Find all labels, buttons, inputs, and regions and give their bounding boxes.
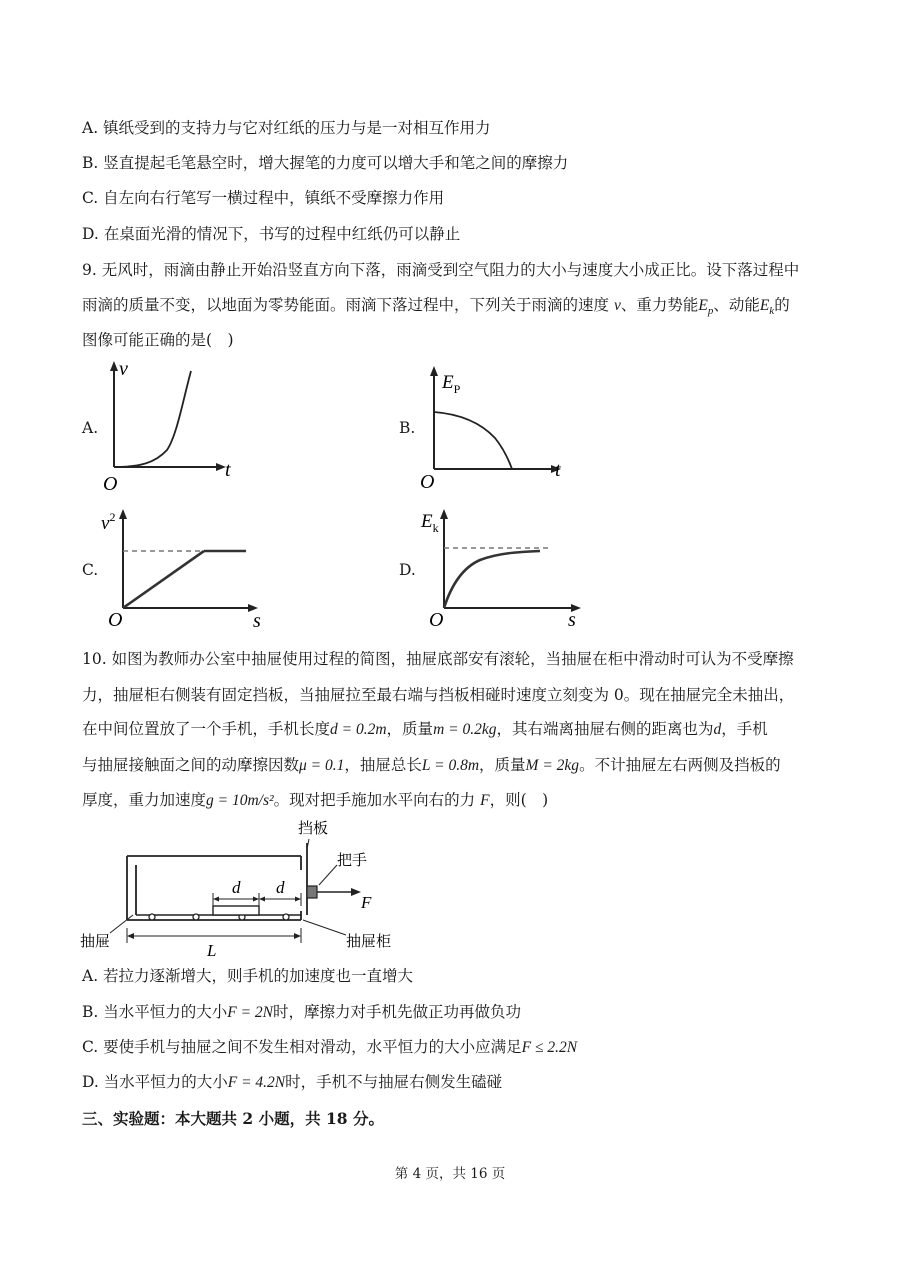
q8-option-b: B. 竖直提起毛笔悬空时，增大握笔的力度可以增大手和笔之间的摩擦力: [82, 154, 569, 172]
q9-option-b-label: B.: [399, 419, 416, 437]
graph-b-origin: O: [420, 471, 435, 493]
section-3-heading: 三、实验题：本大题共 2 小题，共 18 分。: [82, 1109, 384, 1128]
q10-stem-line1: 10. 如图为教师办公室中抽屉使用过程的简图，抽屉底部安有滚轮，当抽屉在柜中滑动时可认为不受摩擦: [82, 650, 794, 668]
graph-c-ylabel: $v^2$: [101, 510, 116, 534]
graph-b-xlabel: t: [555, 459, 561, 481]
graph-d-ylabel: $E_k$: [421, 511, 439, 535]
graph-a-origin: O: [103, 473, 118, 495]
q10-option-c: C. 要使手机与抽屉之间不发生相对滑动，水平恒力的大小应满足F ≤ 2.2N: [82, 1038, 578, 1056]
q9-graph-c: [100, 505, 270, 630]
q10-diagram-baffle: 挡板: [298, 821, 329, 837]
q10-option-a: A. 若拉力逐渐增大，则手机的加速度也一直增大: [82, 967, 414, 985]
graph-a-xlabel: t: [225, 459, 231, 481]
q9-option-d-label: D.: [399, 561, 416, 579]
q8-option-c: C. 自左向右行笔写一横过程中，镇纸不受摩擦力作用: [82, 189, 445, 207]
graph-c-origin: O: [108, 609, 123, 630]
q9-graph-b: [415, 360, 575, 495]
q10-diagram-L: L: [207, 941, 217, 960]
q10-option-b: B. 当水平恒力的大小F = 2N时，摩擦力对手机先做正功再做负功: [82, 1003, 522, 1021]
graph-a-ylabel: v: [119, 358, 128, 380]
graph-c-xlabel: s: [253, 610, 261, 630]
graph-b-ylabel: $E_P$: [442, 372, 461, 396]
q10-stem-line2: 力，抽屉柜右侧装有固定挡板，当抽屉拉至最右端与挡板相碰时速度立刻变为 0。现在抽屉完全未抽出，: [82, 686, 795, 704]
q9-graph-d: [418, 505, 593, 630]
q10-stem-line3: 在中间位置放了一个手机，手机长度d = 0.2m，质量m = 0.2kg，其右端离抽屉右侧的距离也为d，手机: [82, 720, 768, 738]
q10-diagram-d2: d: [276, 878, 285, 897]
q10-diagram-force: F: [361, 893, 372, 912]
q9-stem-line3: 图像可能正确的是( ): [82, 331, 234, 349]
q10-stem-line5: 厚度，重力加速度g = 10m/s²。现对把手施加水平向右的力 F，则( ): [82, 791, 549, 809]
q9-option-a-label: A.: [82, 419, 99, 437]
q9-option-c-label: C.: [82, 561, 99, 579]
q10-diagram-drawer: 抽屉: [80, 934, 111, 950]
graph-d-origin: O: [429, 609, 444, 630]
q9-graph-a: [95, 355, 245, 495]
q10-diagram-d1: d: [232, 878, 241, 897]
q10-drawer-diagram: [80, 813, 410, 963]
q10-diagram-cabinet: 抽屉柜: [346, 934, 392, 950]
q9-stem-line1: 9. 无风时，雨滴由静止开始沿竖直方向下落，雨滴受到空气阻力的大小与速度大小成正比。设下落过程中: [82, 261, 800, 279]
q10-stem-line4: 与抽屉接触面之间的动摩擦因数μ = 0.1，抽屉总长L = 0.8m，质量M = 2kg。不计抽屉左右两侧及挡板的: [82, 756, 781, 774]
q9-stem-line2: 雨滴的质量不变，以地面为零势能面。雨滴下落过程中，下列关于雨滴的速度 v、重力势能$E_p$、动能$E_k$的: [82, 296, 790, 318]
page-footer: 第 4 页，共 16 页: [394, 1166, 506, 1182]
q10-option-d: D. 当水平恒力的大小F = 4.2N时，手机不与抽屉右侧发生磕碰: [82, 1073, 503, 1091]
q8-option-a: A. 镇纸受到的支持力与它对红纸的压力与是一对相互作用力: [82, 119, 491, 137]
q8-option-d: D. 在桌面光滑的情况下，书写的过程中红纸仍可以静止: [82, 225, 461, 243]
q10-diagram-handle: 把手: [337, 853, 368, 869]
graph-d-xlabel: s: [568, 609, 576, 630]
